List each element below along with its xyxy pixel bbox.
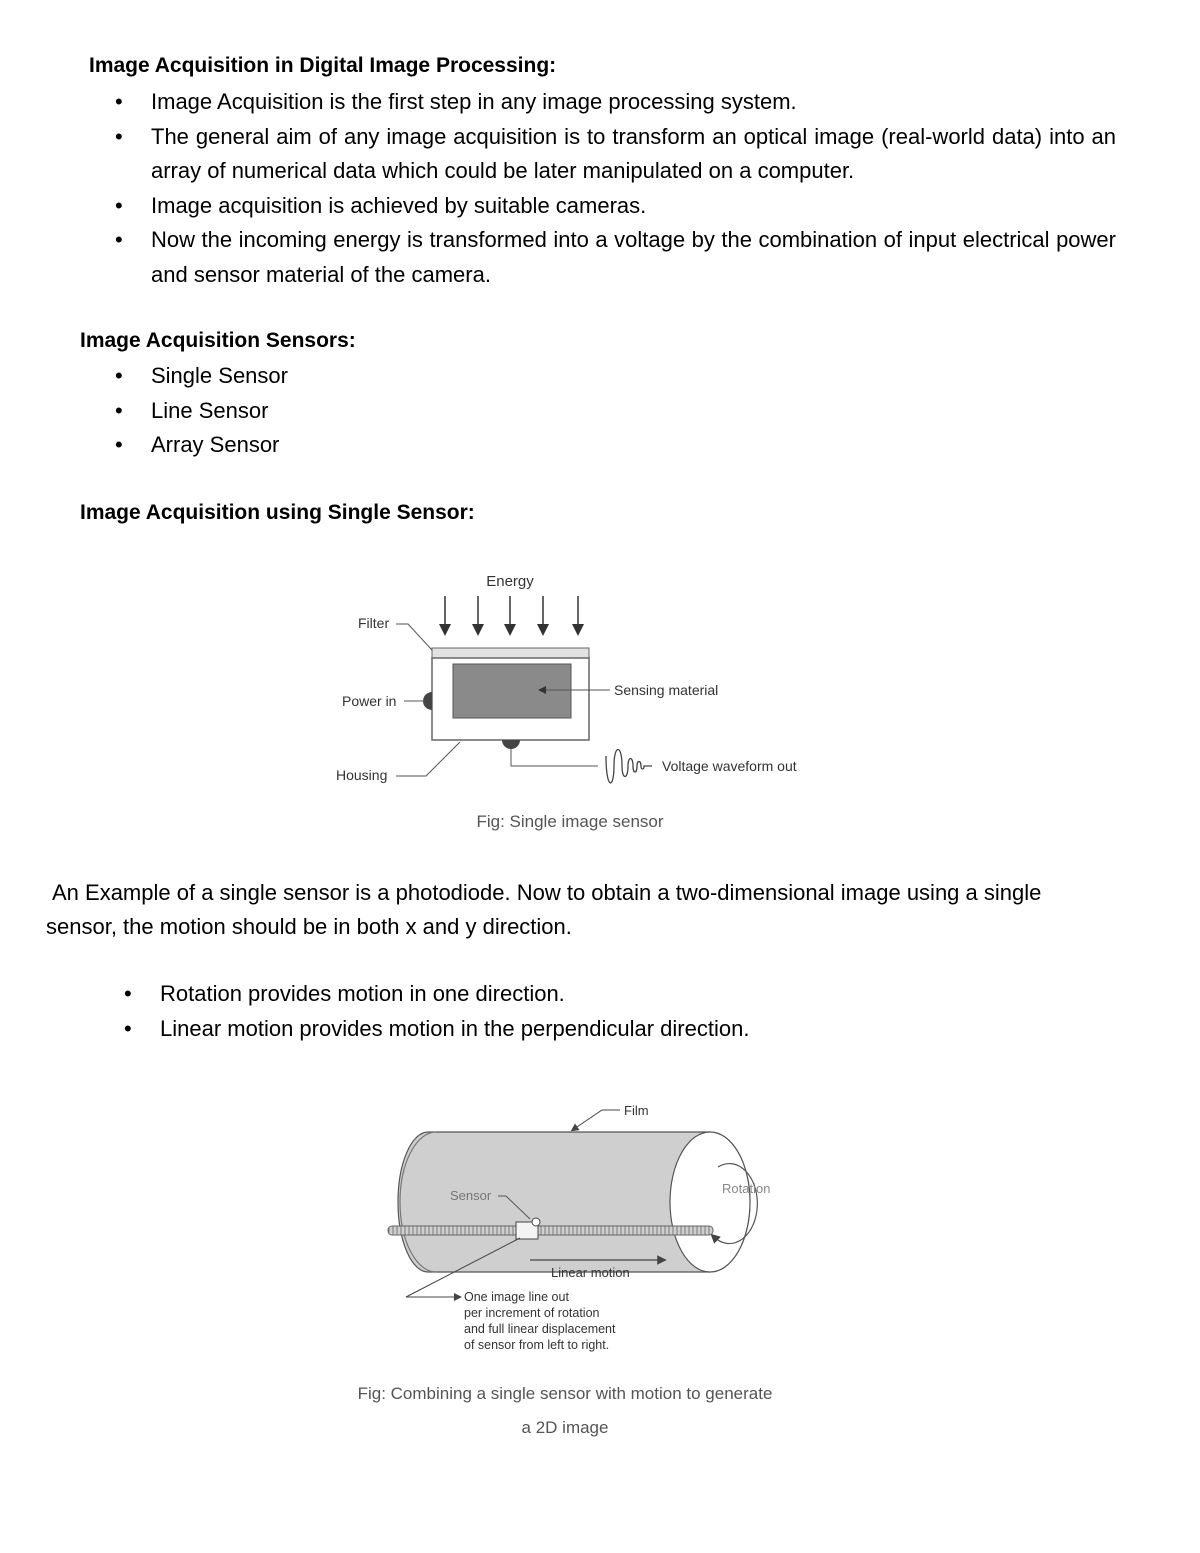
energy-arrows: [445, 596, 578, 630]
note-line: and full linear displacement: [464, 1322, 616, 1336]
sensor-label: Sensor: [450, 1188, 492, 1203]
rotating-drum-diagram: [380, 1095, 800, 1365]
figure-caption: [300, 1377, 830, 1445]
voltage-waveform-label: Voltage waveform out: [662, 758, 797, 774]
heading-image-acquisition: Image Acquisition in Digital Image Processing:: [89, 54, 557, 77]
list-item: • Rotation provides motion in one direction.: [160, 977, 1060, 1012]
caption-line: Fig: Combining a single sensor with motion to generate: [357, 1384, 773, 1403]
power-in-label: Power in: [342, 693, 397, 709]
note-line: of sensor from left to right.: [464, 1338, 610, 1352]
list-item: • Single Sensor: [151, 359, 751, 394]
sensor-type-list: [151, 359, 751, 463]
list-item: • Image Acquisition is the first step in any image processing system.: [151, 85, 1116, 120]
drum-end-cap: [670, 1132, 750, 1272]
filter-label: Filter: [358, 615, 390, 631]
list-item: • The general aim of any image acquisition is to transform an optical image (real-world data) into an array of numerical data which could be later manipulated on a computer.: [151, 120, 1116, 189]
list-item: • Array Sensor: [151, 428, 751, 463]
single-sensor-diagram: [320, 560, 840, 800]
note-line: per increment of rotation: [464, 1306, 600, 1320]
voltage-waveform: [606, 750, 652, 783]
photodiode-paragraph: An Example of a single sensor is a photodiode. Now to obtain a two-dimensional image using a single sensor, the motion should be in both x and y direction.: [46, 880, 1042, 939]
heading-sensors: Image Acquisition Sensors:: [80, 329, 356, 352]
housing-label: Housing: [336, 767, 388, 783]
linear-rail: [388, 1226, 713, 1235]
intro-bullet-list: [151, 85, 1116, 292]
list-item: • Image acquisition is achieved by suitable cameras.: [151, 189, 1116, 224]
figure-caption: Fig: Single image sensor: [476, 812, 664, 831]
sensing-material-block: [453, 664, 571, 718]
list-item: • Linear motion provides motion in the perpendicular direction.: [160, 1012, 1060, 1047]
linear-motion-label: Linear motion: [551, 1265, 630, 1280]
power-in-connector: [423, 692, 432, 710]
motion-bullet-list: [160, 977, 1060, 1046]
list-item: • Now the incoming energy is transformed into a voltage by the combination of input electrical power and sensor material of the camera.: [151, 223, 1116, 292]
output-connector: [502, 740, 520, 749]
rotation-label: Rotation: [722, 1181, 771, 1196]
list-item: • Line Sensor: [151, 394, 751, 429]
energy-label: Energy: [486, 573, 534, 590]
filter-strip: [432, 648, 589, 658]
heading-single-sensor: Image Acquisition using Single Sensor:: [80, 501, 475, 524]
note-line: One image line out: [464, 1290, 569, 1304]
film-label: Film: [624, 1103, 649, 1118]
sensing-material-label: Sensing material: [614, 682, 719, 698]
caption-line: a 2D image: [521, 1418, 609, 1437]
